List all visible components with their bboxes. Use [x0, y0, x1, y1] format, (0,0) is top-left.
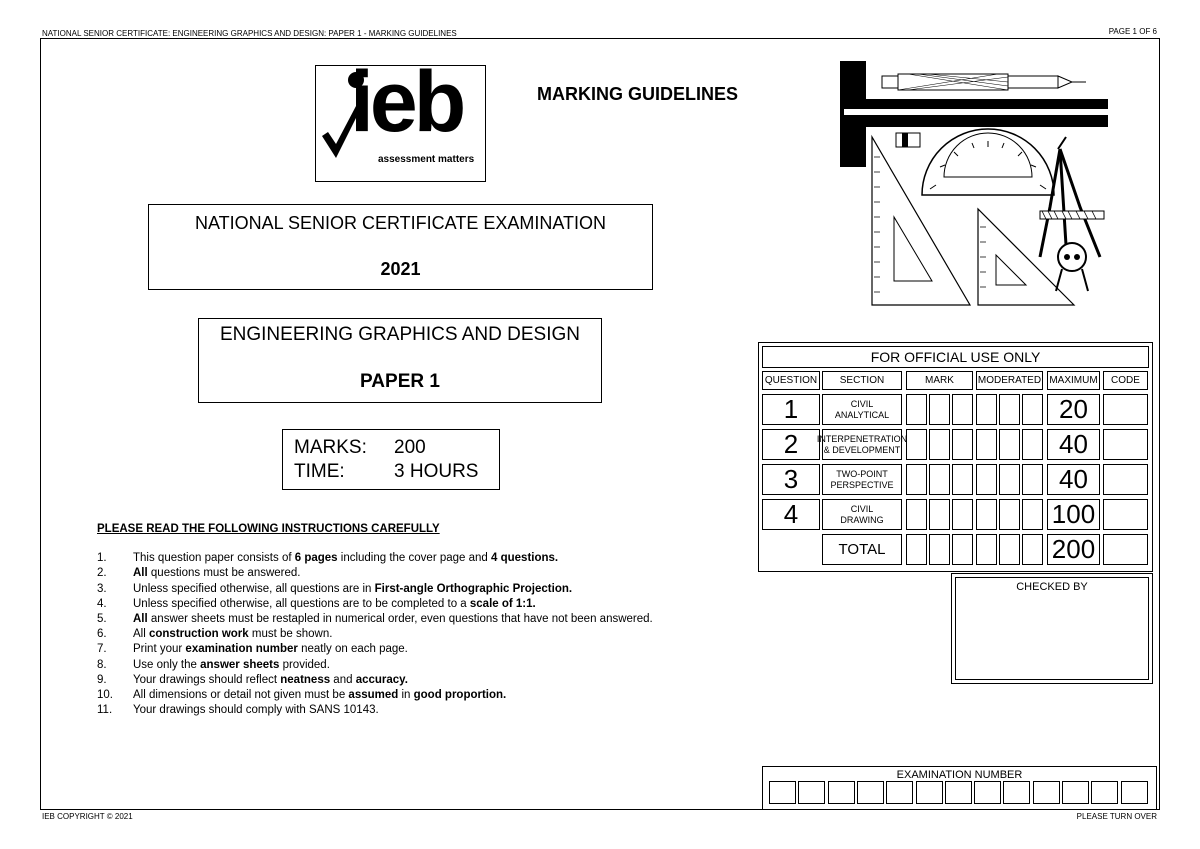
instruction-text: Print your examination number neatly on each page. — [133, 643, 408, 656]
moderated-box — [976, 429, 997, 460]
instruction-number: 5. — [97, 613, 107, 626]
header-page-number: PAGE 1 OF 6 — [1108, 27, 1157, 36]
header-maximum: MAXIMUM — [1047, 371, 1100, 390]
instruction-number: 1. — [97, 552, 107, 565]
time-value: 3 HOURS — [394, 461, 479, 482]
exam-number-digit-box[interactable] — [916, 781, 943, 804]
footer-turn-over: PLEASE TURN OVER — [1076, 812, 1157, 821]
question-section: CIVIL DRAWING — [822, 499, 902, 530]
marks-value: 200 — [394, 437, 426, 458]
exam-number-digit-box[interactable] — [974, 781, 1001, 804]
exam-number-label: EXAMINATION NUMBER — [896, 769, 1023, 781]
exam-number-digit-box[interactable] — [886, 781, 913, 804]
question-number: 4 — [762, 499, 820, 530]
instruction-item — [97, 551, 653, 566]
question-section: INTERPENETRATION & DEVELOPMENT — [822, 429, 902, 460]
moderated-box — [1022, 464, 1043, 495]
total-maximum: 200 — [1047, 534, 1100, 565]
paper-number: PAPER 1 — [360, 371, 440, 392]
logo-text: ieb — [350, 65, 463, 150]
mark-box — [906, 464, 927, 495]
mark-box — [952, 499, 973, 530]
instruction-text: Use only the answer sheets provided. — [133, 658, 330, 671]
code-box — [1103, 499, 1148, 530]
instruction-text: All dimensions or detail not given must be assumed in good proportion. — [133, 689, 507, 702]
instructions-heading: PLEASE READ THE FOLLOWING INSTRUCTIONS CAREFULLY — [97, 523, 440, 535]
header-question: QUESTION — [762, 371, 820, 390]
moderated-box — [1022, 429, 1043, 460]
drawing-instruments-illustration — [836, 57, 1112, 309]
instruction-item — [97, 688, 653, 703]
question-number: 1 — [762, 394, 820, 425]
moderated-box — [1022, 394, 1043, 425]
mark-box — [952, 464, 973, 495]
moderated-box — [999, 499, 1020, 530]
code-box — [1103, 464, 1148, 495]
exam-title-box — [148, 204, 653, 290]
mark-box — [929, 429, 950, 460]
total-moderated-box — [999, 534, 1020, 565]
marks-time-box — [282, 429, 500, 490]
checked-by-inner — [955, 577, 1149, 680]
moderated-box — [976, 464, 997, 495]
exam-number-digit-box[interactable] — [769, 781, 796, 804]
instruction-number: 6. — [97, 628, 107, 641]
total-label: TOTAL — [822, 534, 902, 565]
exam-number-digit-box[interactable] — [1033, 781, 1060, 804]
instruction-number: 7. — [97, 643, 107, 656]
instruction-text: Unless specified otherwise, all questions are in First-angle Orthographic Projection. — [133, 582, 573, 595]
instruction-item — [97, 642, 653, 657]
moderated-box — [976, 394, 997, 425]
header-moderated: MODERATED — [976, 371, 1043, 390]
instruction-item — [97, 612, 653, 627]
total-moderated-box — [1022, 534, 1043, 565]
header-mark: MARK — [906, 371, 973, 390]
exam-number-digit-box[interactable] — [945, 781, 972, 804]
question-section: TWO-POINT PERSPECTIVE — [822, 464, 902, 495]
checked-by-label: CHECKED BY — [1016, 581, 1088, 593]
instruction-text: This question paper consists of 6 pages including the cover page and 4 questions. — [133, 552, 559, 565]
instruction-item — [97, 673, 653, 688]
maximum-mark: 20 — [1047, 394, 1100, 425]
logo-tagline: assessment matters — [378, 154, 475, 165]
mark-box — [906, 429, 927, 460]
code-box — [1103, 429, 1148, 460]
ieb-logo — [315, 65, 486, 182]
instruction-number: 9. — [97, 673, 107, 686]
question-number: 2 — [762, 429, 820, 460]
total-mark-box — [906, 534, 927, 565]
mark-box — [906, 394, 927, 425]
total-moderated-box — [976, 534, 997, 565]
instruction-text: Your drawings should comply with SANS 10143. — [133, 704, 379, 717]
instruction-item — [97, 703, 653, 718]
exam-number-digit-box[interactable] — [828, 781, 855, 804]
exam-title: NATIONAL SENIOR CERTIFICATE EXAMINATION — [194, 213, 607, 233]
moderated-box — [999, 429, 1020, 460]
mark-box — [952, 394, 973, 425]
question-section: CIVIL ANALYTICAL — [822, 394, 902, 425]
instruction-item — [97, 658, 653, 673]
footer-copyright: IEB COPYRIGHT © 2021 — [42, 812, 133, 821]
time-label: TIME: — [294, 461, 345, 482]
exam-number-digit-box[interactable] — [1062, 781, 1089, 804]
instruction-number: 3. — [97, 582, 107, 595]
instructions — [97, 522, 653, 718]
instruction-item — [97, 566, 653, 581]
moderated-box — [999, 394, 1020, 425]
exam-number-digit-box[interactable] — [798, 781, 825, 804]
header-section: SECTION — [822, 371, 902, 390]
instruction-number: 11. — [97, 704, 113, 717]
instruction-item — [97, 582, 653, 597]
maximum-mark: 40 — [1047, 464, 1100, 495]
subject-box — [198, 318, 602, 403]
exam-number-digit-box[interactable] — [1091, 781, 1118, 804]
moderated-box — [999, 464, 1020, 495]
moderated-box — [976, 499, 997, 530]
official-use-title: FOR OFFICIAL USE ONLY — [762, 346, 1149, 368]
instruction-number: 10. — [97, 689, 113, 702]
instruction-text: Your drawings should reflect neatness and accuracy. — [133, 673, 408, 686]
exam-number-digit-box[interactable] — [1121, 781, 1148, 804]
marks-label: MARKS: — [294, 437, 367, 458]
instruction-item — [97, 627, 653, 642]
mark-box — [929, 499, 950, 530]
code-box — [1103, 394, 1148, 425]
instruction-text: All construction work must be shown. — [133, 628, 333, 641]
total-code-box — [1103, 534, 1148, 565]
question-number: 3 — [762, 464, 820, 495]
instruction-text: Unless specified otherwise, all questions are to be completed to a scale of 1:1. — [133, 597, 536, 610]
instruction-number: 2. — [97, 567, 107, 580]
total-mark-box — [952, 534, 973, 565]
exam-number-digit-box[interactable] — [1003, 781, 1030, 804]
instruction-item — [97, 597, 653, 612]
maximum-mark: 40 — [1047, 429, 1100, 460]
header-left: NATIONAL SENIOR CERTIFICATE: ENGINEERING GRAPHICS AND DESIGN: PAPER 1 - MARKING GUIDELINES — [42, 29, 457, 38]
moderated-box — [1022, 499, 1043, 530]
exam-number-digit-box[interactable] — [857, 781, 884, 804]
instruction-text: All answer sheets must be restapled in numerical order, even questions that have not been answered. — [133, 613, 653, 626]
mark-box — [929, 394, 950, 425]
instruction-number: 8. — [97, 658, 107, 671]
instruction-text: All questions must be answered. — [133, 567, 301, 580]
mark-box — [906, 499, 927, 530]
mark-box — [952, 429, 973, 460]
maximum-mark: 100 — [1047, 499, 1100, 530]
header-code: CODE — [1103, 371, 1148, 390]
subject-title: ENGINEERING GRAPHICS AND DESIGN — [219, 324, 580, 345]
mark-box — [929, 464, 950, 495]
total-mark-box — [929, 534, 950, 565]
marking-guidelines-title: MARKING GUIDELINES — [537, 84, 739, 104]
instruction-number: 4. — [97, 597, 107, 610]
instructions-list — [97, 551, 653, 718]
exam-year: 2021 — [380, 259, 421, 279]
